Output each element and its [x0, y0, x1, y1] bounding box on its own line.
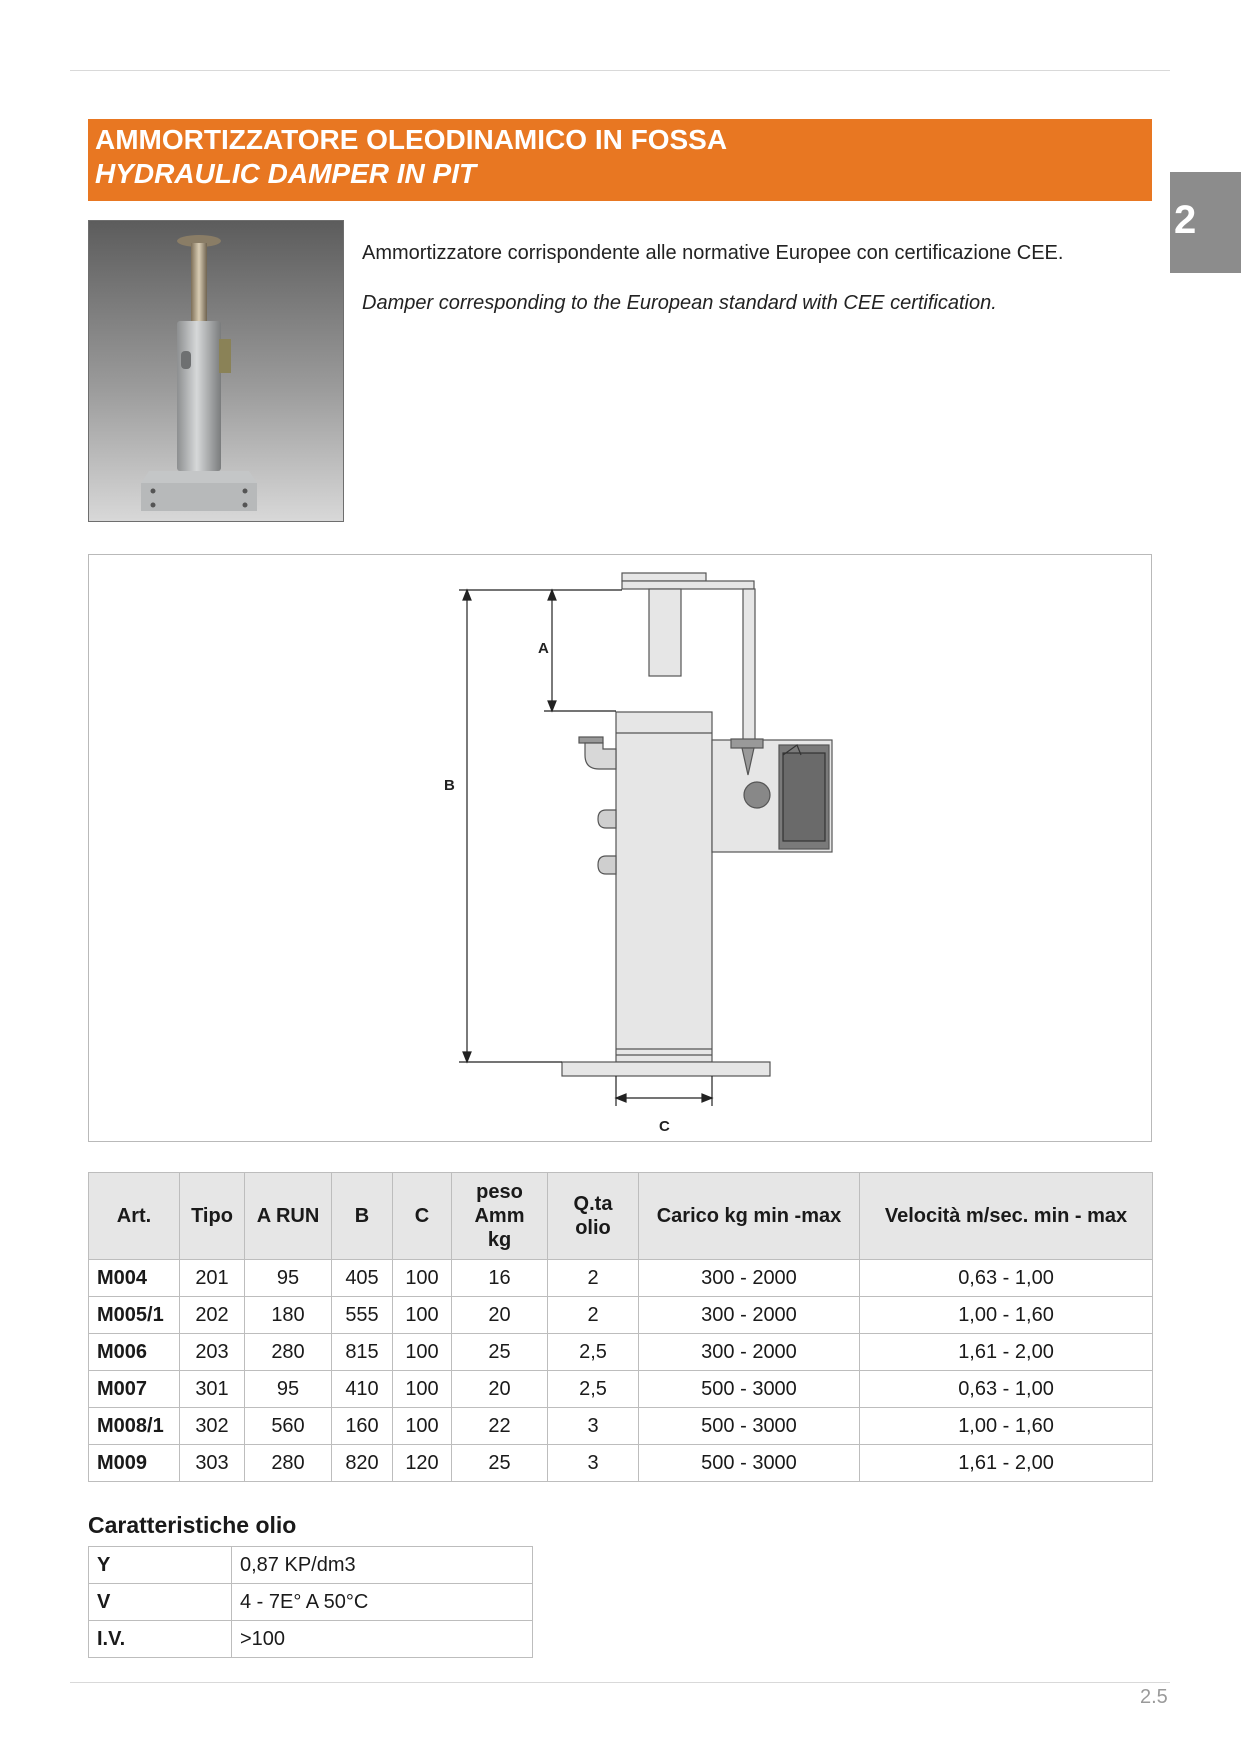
oil-key: V: [89, 1584, 232, 1621]
dimension-label-c: C: [659, 1118, 670, 1135]
cell-art: M007: [89, 1371, 180, 1408]
oil-value: >100: [232, 1621, 533, 1658]
cell-velocita: 1,00 - 1,60: [860, 1297, 1153, 1334]
cell-velocita: 0,63 - 1,00: [860, 1260, 1153, 1297]
cell-olio: 2,5: [548, 1371, 639, 1408]
header-c: C: [393, 1173, 452, 1260]
description-italian: Ammortizzatore corrispondente alle normative Europee con certificazione CEE.: [362, 242, 1064, 264]
table-row: [89, 1547, 533, 1584]
table-row: [89, 1584, 533, 1621]
cell-tipo: 202: [180, 1297, 245, 1334]
cell-carico: 300 - 2000: [639, 1297, 860, 1334]
cell-velocita: 1,00 - 1,60: [860, 1408, 1153, 1445]
oil-section-title: Caratteristiche olio: [88, 1512, 297, 1538]
header-art: Art.: [89, 1173, 180, 1260]
cell-a-run: 280: [245, 1445, 332, 1482]
technical-drawing: [89, 555, 1151, 1141]
cell-carico: 500 - 3000: [639, 1445, 860, 1482]
cell-art: M008/1: [89, 1408, 180, 1445]
title-italian: AMMORTIZZATORE OLEODINAMICO IN FOSSA: [95, 124, 728, 155]
cell-peso: 22: [452, 1408, 548, 1445]
table-row: [89, 1621, 533, 1658]
cell-c: 100: [393, 1297, 452, 1334]
header-olio-line2: olio: [575, 1217, 611, 1239]
dimension-label-b: B: [444, 777, 455, 794]
cell-olio: 3: [548, 1408, 639, 1445]
table-row: [89, 1334, 1153, 1371]
cell-b: 815: [332, 1334, 393, 1371]
bottom-rule: [70, 1682, 1170, 1683]
table-row: [89, 1408, 1153, 1445]
cell-olio: 2: [548, 1297, 639, 1334]
cell-art: M006: [89, 1334, 180, 1371]
title-banner: [88, 119, 1152, 201]
cell-velocita: 0,63 - 1,00: [860, 1371, 1153, 1408]
cell-c: 100: [393, 1260, 452, 1297]
cell-velocita: 1,61 - 2,00: [860, 1445, 1153, 1482]
cell-c: 120: [393, 1445, 452, 1482]
cell-tipo: 201: [180, 1260, 245, 1297]
cell-olio: 3: [548, 1445, 639, 1482]
header-peso-line1: peso: [476, 1181, 523, 1203]
header-olio: [548, 1173, 639, 1260]
header-peso-line3: kg: [487, 1229, 512, 1251]
cell-tipo: 303: [180, 1445, 245, 1482]
cell-peso: 25: [452, 1445, 548, 1482]
cell-c: 100: [393, 1334, 452, 1371]
cell-carico: 500 - 3000: [639, 1408, 860, 1445]
header-olio-line1: Q.ta: [573, 1193, 613, 1215]
cell-peso: 25: [452, 1334, 548, 1371]
oil-table: [88, 1546, 533, 1658]
cell-peso: 20: [452, 1371, 548, 1408]
specs-table: [88, 1172, 1153, 1482]
oil-key: I.V.: [89, 1621, 232, 1658]
chapter-tab: 2: [1170, 172, 1241, 273]
cell-b: 160: [332, 1408, 393, 1445]
cell-b: 820: [332, 1445, 393, 1482]
title-english: HYDRAULIC DAMPER IN PIT: [95, 158, 477, 189]
header-tipo: Tipo: [180, 1173, 245, 1260]
cell-peso: 20: [452, 1297, 548, 1334]
table-row: [89, 1445, 1153, 1482]
header-a-run: A RUN: [245, 1173, 332, 1260]
description-english: Damper corresponding to the European standard with CEE certification.: [362, 292, 997, 314]
oil-value: 0,87 KP/dm3: [232, 1547, 533, 1584]
cell-b: 555: [332, 1297, 393, 1334]
cell-olio: 2,5: [548, 1334, 639, 1371]
cell-a-run: 180: [245, 1297, 332, 1334]
page-number: 2.5: [1140, 1686, 1168, 1708]
cell-tipo: 302: [180, 1408, 245, 1445]
cell-velocita: 1,61 - 2,00: [860, 1334, 1153, 1371]
header-peso: [452, 1173, 548, 1260]
cell-a-run: 95: [245, 1371, 332, 1408]
oil-key: Y: [89, 1547, 232, 1584]
cell-a-run: 280: [245, 1334, 332, 1371]
header-peso-line2: Amm: [474, 1205, 525, 1227]
table-row: [89, 1371, 1153, 1408]
cell-a-run: 95: [245, 1260, 332, 1297]
table-row: [89, 1297, 1153, 1334]
oil-value: 4 - 7E° A 50°C: [232, 1584, 533, 1621]
header-b: B: [332, 1173, 393, 1260]
table-row: [89, 1260, 1153, 1297]
damper-photo-image: [89, 221, 343, 521]
table-header-row: [89, 1173, 1153, 1260]
top-rule: [70, 70, 1170, 71]
cell-carico: 500 - 3000: [639, 1371, 860, 1408]
cell-c: 100: [393, 1371, 452, 1408]
cell-art: M005/1: [89, 1297, 180, 1334]
header-carico: Carico kg min -max: [639, 1173, 860, 1260]
header-velocita: Velocità m/sec. min - max: [860, 1173, 1153, 1260]
cell-tipo: 203: [180, 1334, 245, 1371]
product-photo: [88, 220, 344, 522]
cell-b: 410: [332, 1371, 393, 1408]
cell-c: 100: [393, 1408, 452, 1445]
cell-olio: 2: [548, 1260, 639, 1297]
cell-tipo: 301: [180, 1371, 245, 1408]
dimension-label-a: A: [538, 640, 549, 657]
cell-peso: 16: [452, 1260, 548, 1297]
cell-b: 405: [332, 1260, 393, 1297]
cell-art: M004: [89, 1260, 180, 1297]
cell-carico: 300 - 2000: [639, 1260, 860, 1297]
cell-art: M009: [89, 1445, 180, 1482]
cell-a-run: 560: [245, 1408, 332, 1445]
cell-carico: 300 - 2000: [639, 1334, 860, 1371]
technical-drawing-frame: [88, 554, 1152, 1142]
